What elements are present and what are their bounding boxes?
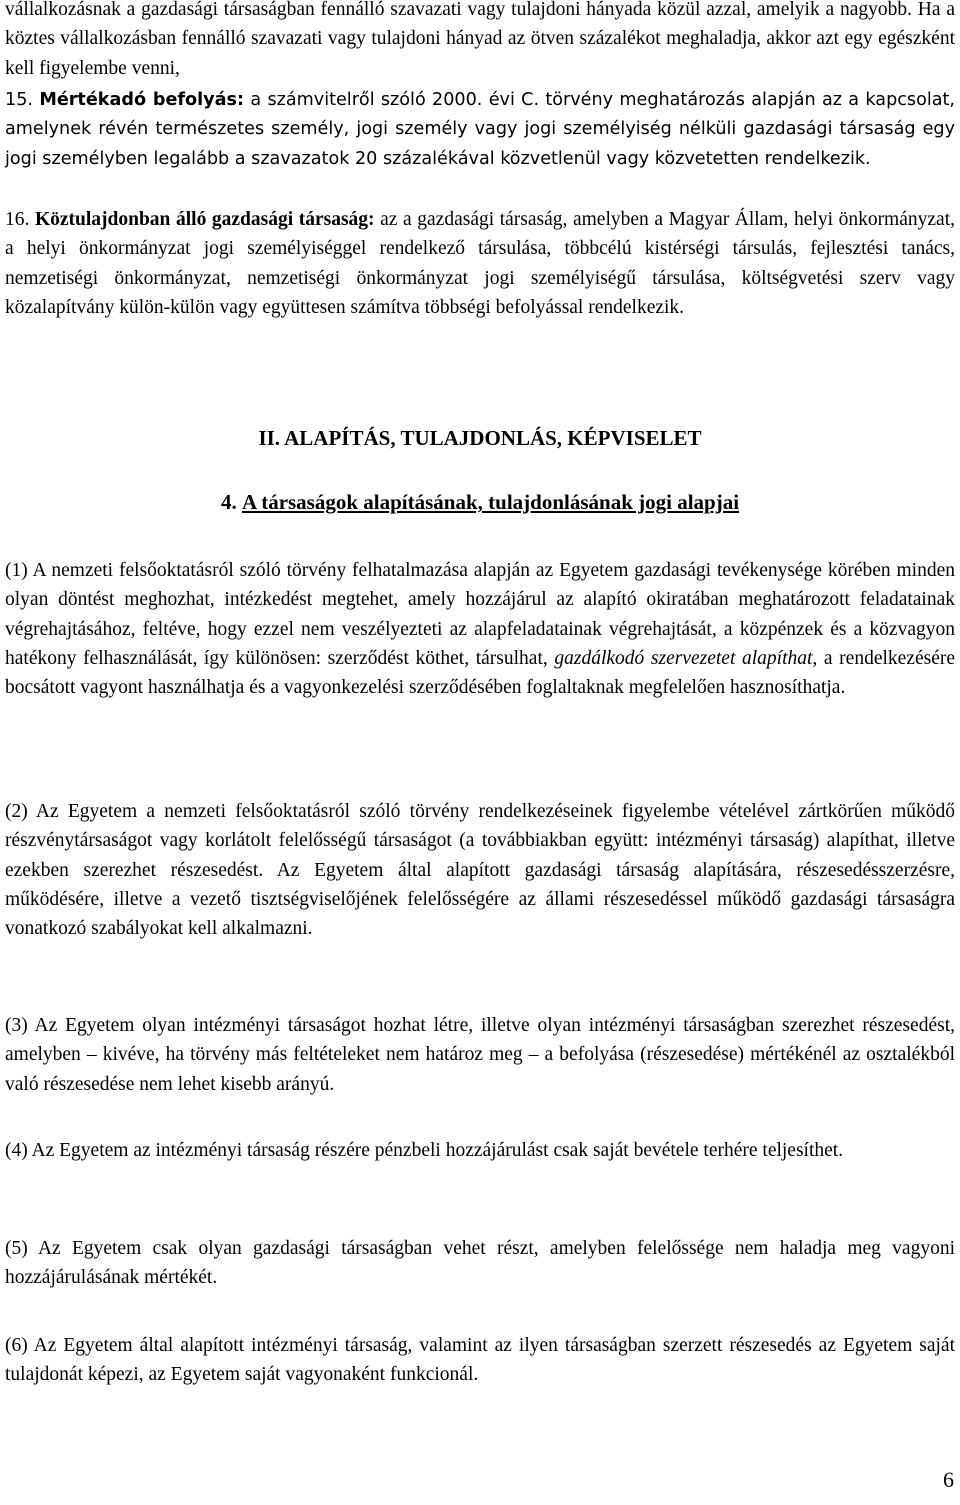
paragraph-5 xyxy=(5,1234,955,1293)
continuation-paragraph xyxy=(5,0,955,83)
paragraph-1-italic: gazdálkodó szervezetet alapíthat xyxy=(554,647,813,669)
chapter-heading: II. ALAPÍTÁS, TULAJDONLÁS, KÉPVISELET xyxy=(258,426,702,450)
definition-16-number: 16. xyxy=(5,209,30,230)
section-title: A társaságok alapításának, tulajdonlásának jogi alapjai xyxy=(241,490,740,514)
definition-15-term: Mértékadó befolyás: xyxy=(39,90,245,110)
paragraph-1-text-b: , a rendelkezésére bocsátott vagyont használhatja és a vagyonkezelési szerződésében foglaltaknak megfelelően hasznosíthatja. xyxy=(5,647,955,699)
paragraph-3 xyxy=(5,1011,955,1099)
definition-15 xyxy=(5,86,955,174)
paragraph-2-text: (2) Az Egyetem a nemzeti felsőoktatásról szóló törvény rendelkezéseinek figyelembe vételével zártkörűen működő részvénytársaságot vagy korlátolt felelősségű társaságot (a továbbiakban együtt: intézményi társaság) alapíthat, illetve ezekben szerezhet részesedést. Az Egyetem által alapított gazdasági társaság alapítására, részesedésszerzésre, működésére, illetve a vezető tisztségviselőjének felelősségére az állami részesedéssel működő gazdasági társaságra vonatkozó szabályokat kell alkalmazni. xyxy=(5,801,955,940)
paragraph-6 xyxy=(5,1331,955,1390)
paragraph-4-text: (4) Az Egyetem az intézményi társaság részére pénzbeli hozzájárulást csak saját bevétele terhére teljesíthet. xyxy=(5,1140,844,1161)
page-number: 6 xyxy=(943,1467,954,1492)
paragraph-5-text: (5) Az Egyetem csak olyan gazdasági társaságban vehet részt, amelyben felelőssége nem haladja meg vagyoni hozzájárulásának mértékét. xyxy=(5,1238,955,1289)
paragraph-2 xyxy=(5,797,955,943)
definition-16-term: Köztulajdonban álló gazdasági társaság: xyxy=(34,209,375,230)
definition-16-text: az a gazdasági társaság, amelyben a Magyar Állam, helyi önkormányzat, a helyi önkormányzat jogi személyiséggel rendelkező társulása, többcélú kistérségi társulás, fejlesztési tanács, nemzetiségi önkormányzat, nemzetiségi önkormányzat jogi személyiségű társulása, költségvetési szerv vagy közalapítvány külön-külön vagy együttesen számítva többségi befolyással rendelkezik. xyxy=(5,209,955,318)
definition-15-number: 15. xyxy=(5,90,33,110)
paragraph-4 xyxy=(5,1136,955,1165)
definition-15-text: a számvitelről szóló 2000. évi C. törvény meghatározás alapján az a kapcsolat, amelynek révén természetes személy, jogi személy vagy jogi személyiség nélküli gazdasági társaság egy jogi személyben legalább a szavazatok 20 százalékával közvetlenül vagy közvetetten rendelkezik. xyxy=(5,90,956,169)
section-heading xyxy=(0,488,960,516)
section-number: 4. xyxy=(220,490,237,514)
continuation-text: vállalkozásnak a gazdasági társaságban fennálló szavazati vagy tulajdoni hányada közül azzal, amelyik a nagyobb. Ha a köztes vállalkozásban fennálló szavazati vagy tulajdoni hányad az ötven százalékot meghaladja, akkor azt egy egészként kell figyelembe venni, xyxy=(5,0,955,79)
paragraph-1-text-a: (1) A nemzeti felsőoktatásról szóló törvény felhatalmazása alapján az Egyetem gazdasági tevékenysége körében minden olyan döntést meghozhat, intézkedést megtehet, amely hozzájárul az alapító okiratában meghatározott feladatainak végrehajtásához, feltéve, hogy ezzel nem veszélyezteti az alapfeladatainak végrehajtását, a közpénzek és a közvagyon hatékony felhasználását, így különösen: szerződést köthet, társulhat, xyxy=(5,560,955,669)
paragraph-1 xyxy=(5,556,955,702)
paragraph-3-text: (3) Az Egyetem olyan intézményi társaságot hozhat létre, illetve olyan intézményi társaságban szerezhet részesedést, amelyben – kivéve, ha törvény más feltételeket nem határoz meg – a befolyása (részesedése) mértékénél az osztalékból való részesedése nem lehet kisebb arányú. xyxy=(5,1015,955,1095)
definition-16 xyxy=(5,205,955,322)
paragraph-6-text: (6) Az Egyetem által alapított intézményi társaság, valamint az ilyen társaságban szerzett részesedés az Egyetem saját tulajdonát képezi, az Egyetem saját vagyonaként funkcionál. xyxy=(5,1335,955,1386)
